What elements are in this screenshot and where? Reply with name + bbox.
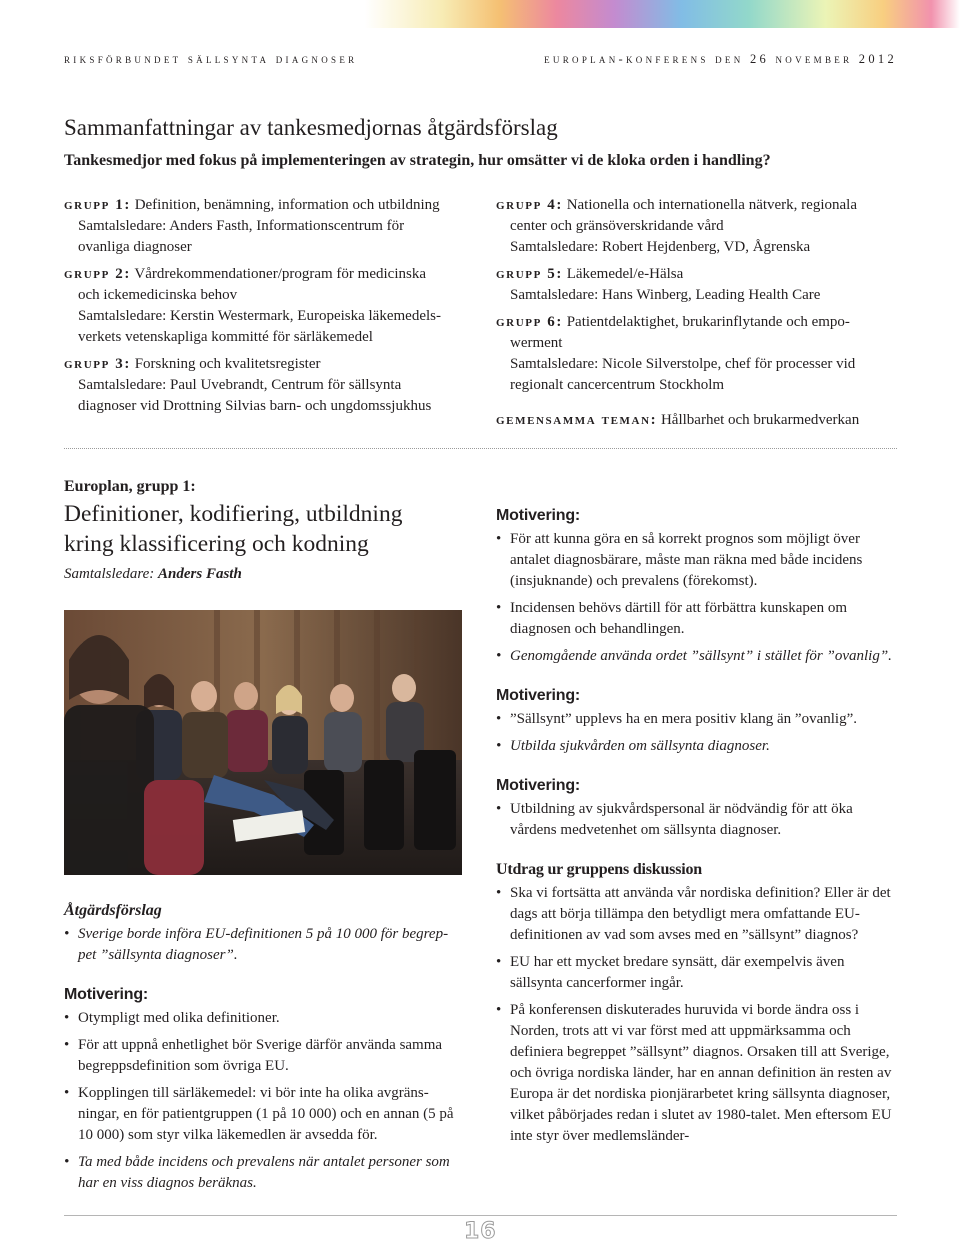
running-head-right: europlan-konferens den 26 november 2012 [544, 52, 897, 66]
group-line: Definition, benämning, information och utbildning [134, 197, 440, 213]
group-line: Samtalsledare: Anders Fasth, Informationscentrum för [78, 218, 405, 234]
group-line: werment [510, 335, 563, 351]
group-line: Vårdrekommendationer/program för medicinska [134, 266, 426, 282]
moderator [64, 566, 242, 583]
left-lower-column [64, 900, 464, 1212]
motivation-heading: Motivering: [496, 777, 581, 794]
group-line: Samtalsledare: Paul Uvebrandt, Centrum för sällsynta [78, 377, 402, 393]
section-title-line: Definitioner, kodifiering, utbildning [64, 501, 403, 527]
action-heading: Åtgärdsförslag [64, 902, 162, 919]
running-head-left: riksförbundet sällsynta diagnoser [64, 52, 358, 66]
list-item: • Otympligt med olika definitioner. [64, 1008, 464, 1029]
group-item [64, 354, 464, 417]
list-item: • Ska vi fortsätta att använda vår nordiska definition? Eller är det dags att börja tillämpa den betydligt mera omfattande EU-definitionen av vad som avses med en ”sällsynt” diagnos? [496, 883, 896, 946]
group-line: Patientdelaktighet, brukarinflytande och empo- [566, 314, 850, 330]
group-line: Samtalsledare: Hans Winberg, Leading Health Care [510, 287, 821, 303]
group-item [64, 195, 464, 258]
group-item [496, 312, 896, 396]
group-line: regionalt cancercentrum Stockholm [510, 377, 725, 393]
right-column [496, 505, 896, 1165]
page-title: Sammanfattningar av tankesmedjornas åtgärdsförslag [64, 115, 558, 140]
list-item: • Kopplingen till särläkemedel: vi bör inte ha olika avgräns- ningar, en för patientgruppen (1 på 10 000) och en annan (5 på 10 000) som styr vilka läkemedlen är avsedda för. [64, 1083, 464, 1146]
list-item: • Ta med både incidens och prevalens när antalet personer som har en viss diagnos beräknas. [64, 1152, 464, 1194]
group-item [496, 195, 896, 258]
footer-rule [64, 1215, 897, 1216]
group-line: Samtalsledare: Kerstin Westermark, Europeiska läkemedels- [78, 308, 441, 324]
list-item: • Incidensen behövs därtill för att förbättra kunskapen om diagnosen och behandlingen. [496, 598, 896, 640]
discussion-list [496, 883, 896, 1147]
list-item: • Genomgående använda ordet ”sällsynt” i stället för ”ovanlig”. [496, 646, 896, 667]
group-line: Hållbarhet och brukarmedverkan [660, 412, 860, 428]
group-key: grupp 4: [496, 197, 563, 213]
action-block [64, 900, 464, 966]
motivation-list [496, 529, 896, 667]
motivation-heading: Motivering: [496, 507, 581, 524]
moderator-name: Anders Fasth [158, 566, 242, 582]
group-key: gemensamma teman: [496, 412, 658, 428]
motivation-list [496, 709, 896, 757]
action-list [64, 924, 464, 966]
list-item: • EU har ett mycket bredare synsätt, där exempelvis även sällsynta cancerformer ingår. [496, 952, 896, 994]
group-line: Nationella och internationella nätverk, regionala [566, 197, 857, 213]
group-line: verkets vetenskapliga kommitté för särläkemedel [78, 329, 373, 345]
group-item [64, 264, 464, 348]
motivation-block [496, 775, 896, 841]
motivation-list [496, 799, 896, 841]
motivation-heading: Motivering: [64, 986, 149, 1003]
group-line: ovanliga diagnoser [78, 239, 192, 255]
group-line: och ickemedicinska behov [78, 287, 238, 303]
group-line: Forskning och kvalitetsregister [134, 356, 321, 372]
group-key: grupp 3: [64, 356, 131, 372]
group-key: grupp 6: [496, 314, 563, 330]
group-line: Samtalsledare: Nicole Silverstolpe, chef för processer vid [510, 356, 856, 372]
motivation-block [496, 505, 896, 667]
list-item: • För att kunna göra en så korrekt prognos som möjligt över antalet diagnosbärare, måste man räkna med både incidens (insjuknande) och prevalens (förekomst). [496, 529, 896, 592]
discussion-block [496, 859, 896, 1147]
section-title [64, 499, 464, 559]
group-key: grupp 1: [64, 197, 131, 213]
decorative-header-band [0, 0, 960, 28]
motivation-heading: Motivering: [496, 687, 581, 704]
group-line: center och gränsöverskridande vård [510, 218, 724, 234]
list-item: • På konferensen diskuterades huruvida vi borde ändra oss i Norden, trots att vi var först med att uppmärksamma och definiera begreppet ”sällsynt” diagnos. Orsaken till att Sverige, och övriga nordiska länder, har en annan definition än resten av Europa är det nordiska pionjärarbetet kring sällsynta diagnoser, vilket påbörjades redan i slutet av 1980-talet. Men eftersom EU inte styr över medlemsländer- [496, 1000, 896, 1147]
section-divider [64, 448, 897, 449]
group-item [496, 264, 896, 306]
list-item: • För att uppnå enhetlighet bör Sverige därför använda samma begreppsdefinition som övriga EU. [64, 1035, 464, 1077]
group-line: Samtalsledare: Robert Hejdenberg, VD, Ågrenska [510, 239, 811, 255]
moderator-label: Samtalsledare: [64, 566, 155, 582]
discussion-heading: Utdrag ur gruppens diskussion [496, 861, 702, 878]
group-line: Läkemedel/e-Hälsa [566, 266, 684, 282]
page-subtitle: Tankesmedjor med fokus på implementeringen av strategin, hur omsätter vi de kloka orden i handling? [64, 152, 771, 169]
list-item: • Sverige borde införa EU-definitionen 5 på 10 000 för begrep- pet ”sällsynta diagnoser”. [64, 924, 464, 966]
group-line: diagnoser vid Drottning Silvias barn- och ungdomssjukhus [78, 398, 432, 414]
group-key: grupp 5: [496, 266, 563, 282]
page-number: 16 [464, 1219, 497, 1244]
group-list-right [496, 195, 896, 437]
section-title-line: kring klassificering och kodning [64, 531, 369, 557]
group-list-left [64, 195, 464, 423]
motivation-block [64, 984, 464, 1194]
group-key: grupp 2: [64, 266, 131, 282]
list-item: • Utbilda sjukvården om sällsynta diagnoser. [496, 736, 896, 757]
group-item-common-themes [496, 410, 896, 431]
list-item: • ”Sällsynt” upplevs ha en mera positiv klang än ”ovanlig”. [496, 709, 896, 730]
motivation-list [64, 1008, 464, 1194]
motivation-block [496, 685, 896, 757]
section-kicker: Europlan, grupp 1: [64, 478, 196, 495]
list-item: • Utbildning av sjukvårdspersonal är nödvändig för att öka vårdens medvetenhet om sällsynta diagnoser. [496, 799, 896, 841]
conference-audience-photo [64, 610, 462, 875]
